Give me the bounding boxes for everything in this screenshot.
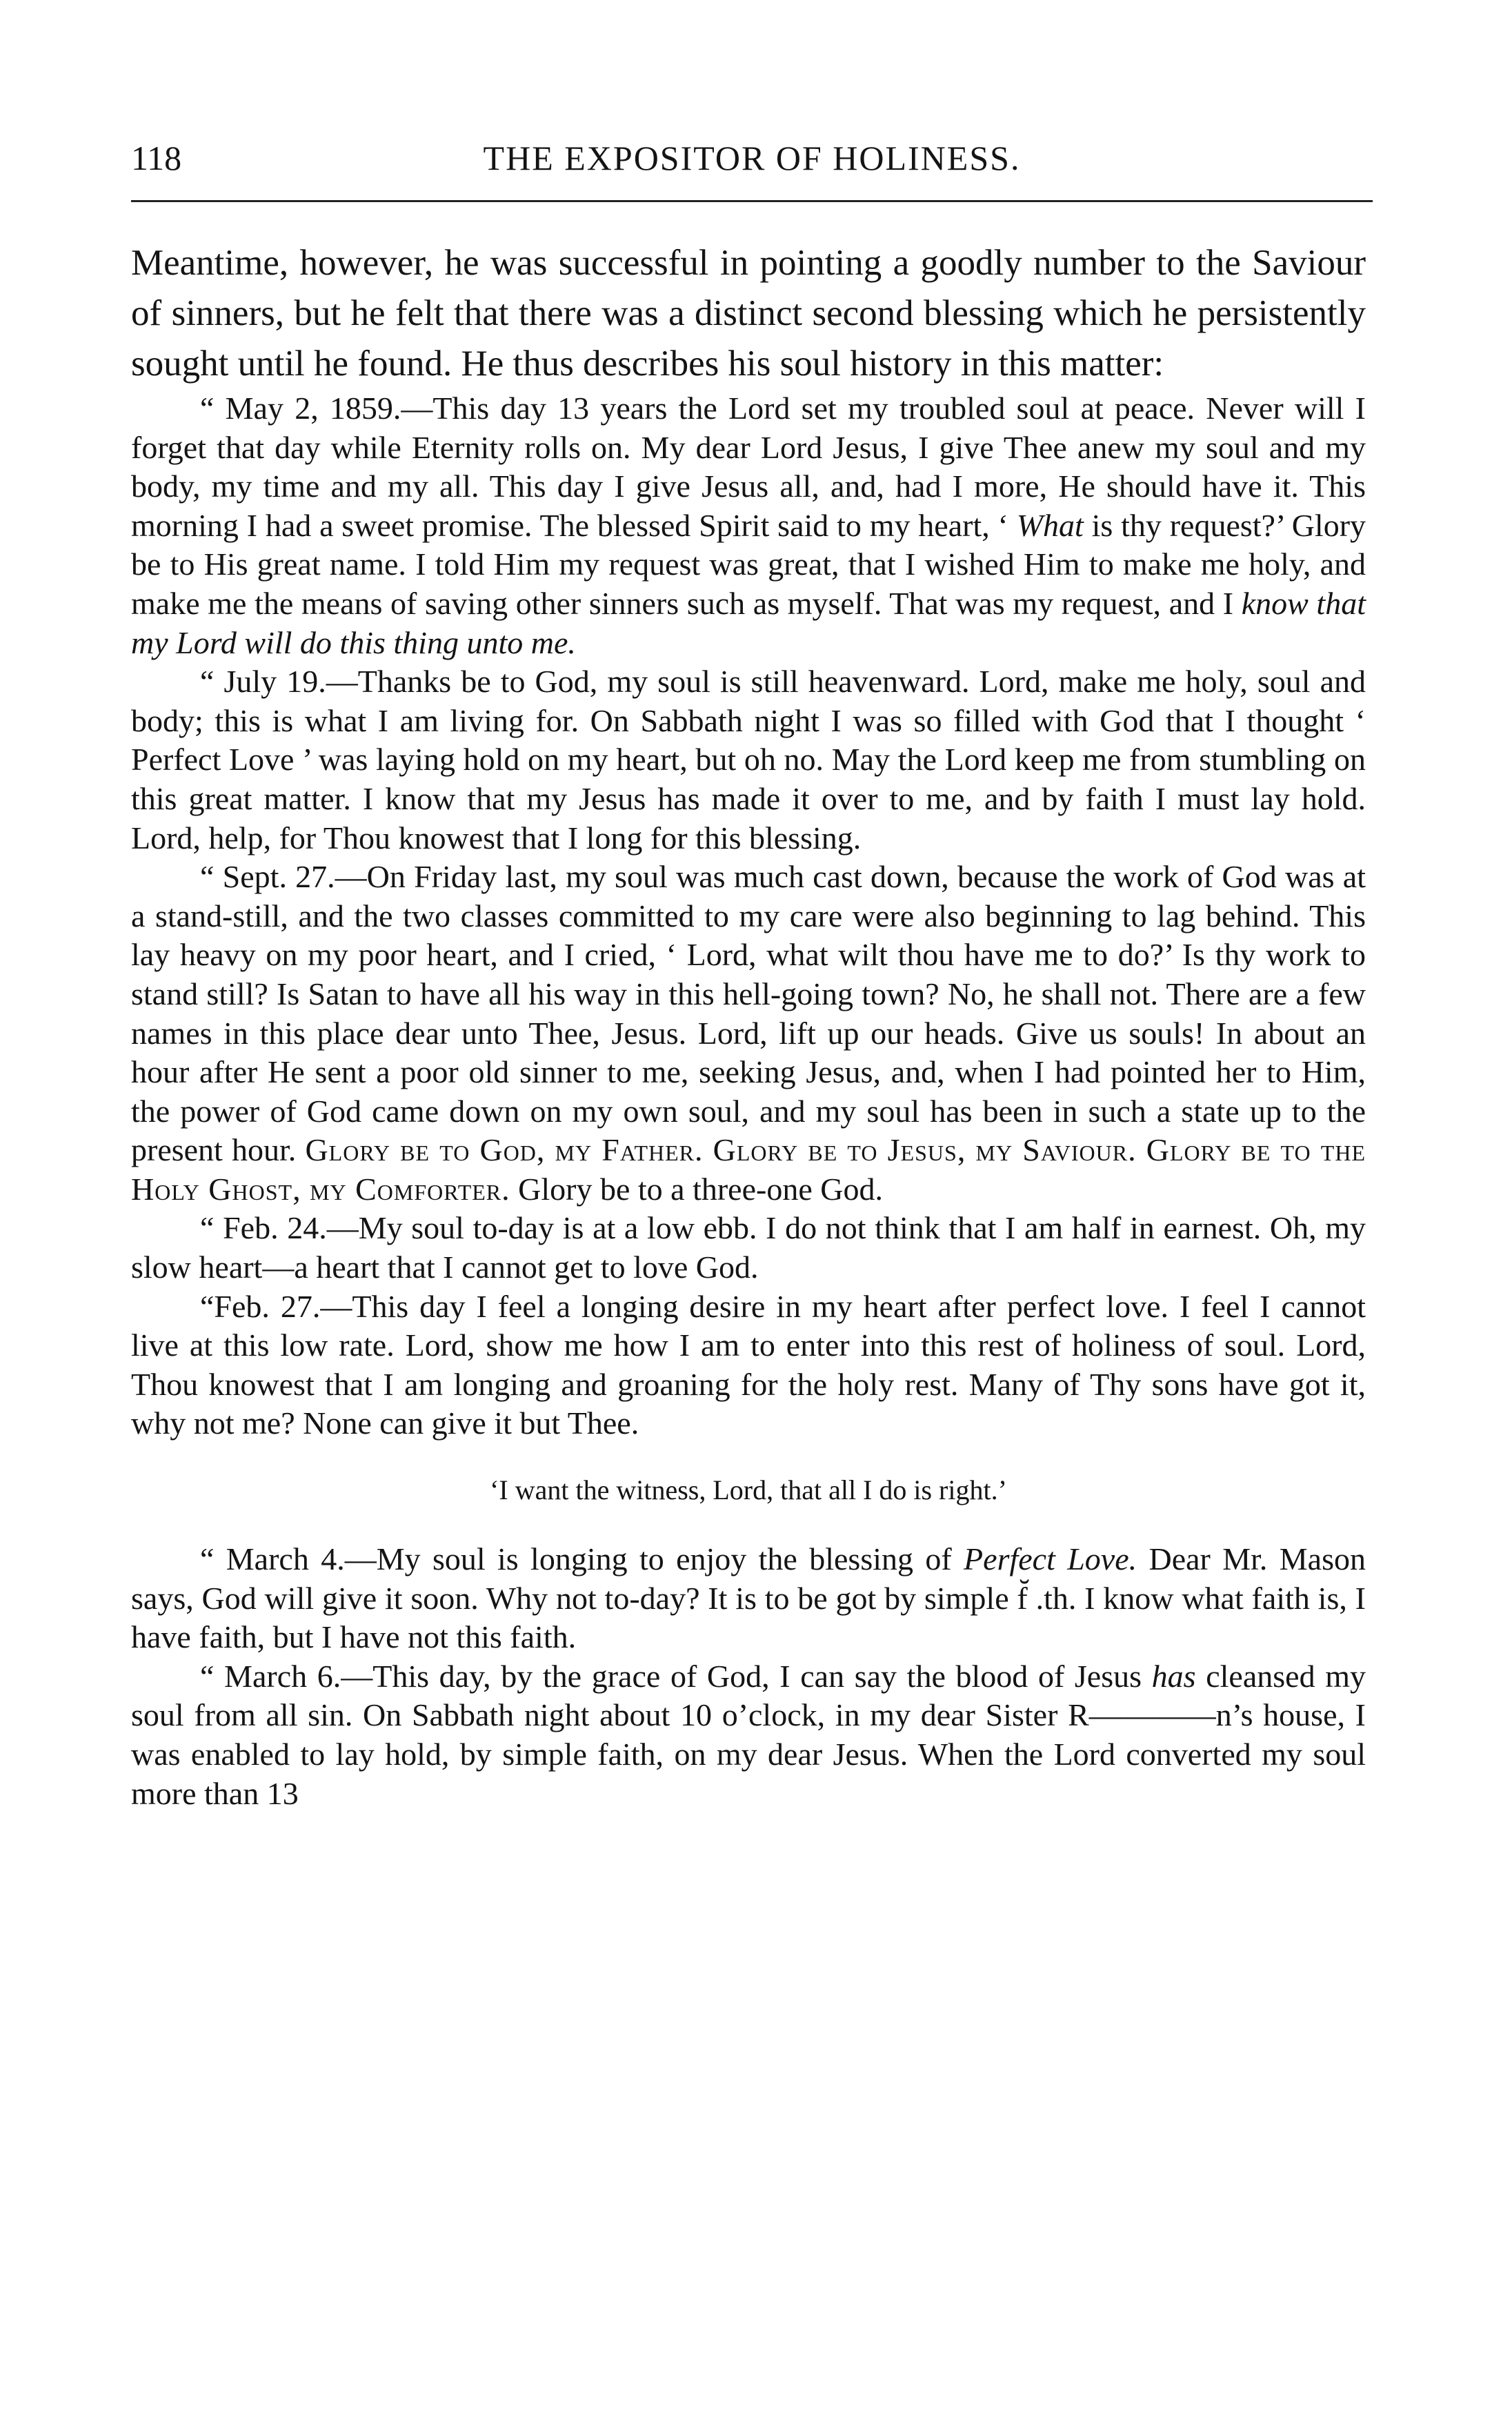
diary-entry-july-19 [131, 662, 1366, 858]
diary-entry-feb-27 [131, 1287, 1366, 1443]
entry-text: Glory be to a three-one God. [510, 1171, 883, 1207]
page-number: 118 [131, 139, 182, 177]
entry-text: “ March 6.—This day, by the grace of God, I can say the blood of Jesus [200, 1658, 1152, 1694]
entry-italic: Perfect Love. [964, 1541, 1137, 1577]
diary-entry-sept-27 [131, 858, 1366, 1209]
entry-italic: What [1016, 507, 1084, 543]
page-header [131, 138, 1373, 186]
entry-text: “ Sept. 27.—On Friday last, my soul was much cast down, because the work of God was at a stand-still, and the two classes committed to my care were also beginning to lag behind. This lay heavy on my poor heart, and I cried, ‘ Lord, what wilt thou have me to do?’ Is thy work to stand still? Is Satan to have all his way in this hell-going town? No, he shall not. There are a few names in this place dear unto Thee, Jesus. Lord, lift up our heads. Give us souls! In about an hour after He sent a poor old sinner to me, seeking Jesus, and, when I had pointed her to Him, the power of God came down on my own soul, and my soul has been in such a state up to the present hour. [131, 859, 1366, 1168]
entry-text: “ March 4.—My soul is longing to enjoy the blessing of [200, 1541, 964, 1577]
entry-text: “Feb. 27.—This day I feel a longing desire in my heart after perfect love. I feel I cannot live at this low rate. Lord, show me how I am to enter into this rest of holiness of soul. Lord, Thou knowest that I am longing and groaning for the holy rest. Many of Thy sons have got it, why not me? None can give it but Thee. [131, 1288, 1366, 1441]
entry-text: Dear Mr. Mason says, God will give it soon. Why not to-day? It is to be got by simple f̆ .th. I know what faith is, I have faith, but I have not this faith. [131, 1541, 1366, 1655]
entry-text: cleansed my soul from all sin. On Sabbath night about 10 o’clock, in my dear Sister R————n’s house, I was enabled to lay hold, by simple faith, on my dear Jesus. When the Lord converted my soul more than 13 [131, 1658, 1366, 1811]
diary-entry-feb-24 [131, 1209, 1366, 1287]
entry-italic: has [1151, 1658, 1196, 1694]
hymn-verse: ‘I want the witness, Lord, that all I do is right.’ [490, 1474, 1007, 1506]
diary-entry-march-4 [131, 1540, 1366, 1657]
diary-entry-march-6 [131, 1657, 1366, 1813]
entry-italic: know that my Lord will do this thing unto me. [131, 585, 1366, 660]
entry-text: is thy request?’ Glory be to His great name. I told Him my request was great, that I wished Him to make me holy, and make me the means of saving other sinners such as myself. That was my request, and I [131, 507, 1366, 621]
diary-entry-may-2 [131, 389, 1366, 662]
entry-text: “ Feb. 24.—My soul to-day is at a low ebb. I do not think that I am half in earnest. Oh, my slow heart—a heart that I cannot get to love God. [131, 1210, 1366, 1285]
body-text [131, 238, 1366, 1813]
intro-paragraph: Meantime, however, he was successful in pointing a goodly number to the Saviour of sinners, but he felt that there was a distinct second blessing which he persistently sought until he found. He thus describes his soul history in this matter: [131, 243, 1366, 384]
entry-text: “ May 2, 1859.—This day 13 years the Lord set my troubled soul at peace. Never will I forget that day while Eternity rolls on. My dear Lord Jesus, I give Thee anew my soul and my body, my time and my all. This day I give Jesus all, and, had I more, He should have it. This morning I had a sweet promise. The blessed Spirit said to my heart, ‘ [131, 391, 1366, 543]
header-rule [131, 200, 1373, 202]
running-title: THE EXPOSITOR OF HOLINESS. [483, 139, 1021, 177]
entry-text: “ July 19.—Thanks be to God, my soul is still heavenward. Lord, make me holy, soul and body; this is what I am living for. On Sabbath night I was so filled with God that I thought ‘ Perfect Love ’ was laying hold on my heart, but oh no. May the Lord keep me from stumbling on this great matter. I know that my Jesus has made it over to me, and by faith I must lay hold. Lord, help, for Thou knowest that I long for this blessing. [131, 664, 1366, 856]
entry-small-caps: Glory be to God, my Father. Glory be to Jesus, my Saviour. Glory be to the Holy Ghost, my Comforter. [131, 1132, 1366, 1207]
